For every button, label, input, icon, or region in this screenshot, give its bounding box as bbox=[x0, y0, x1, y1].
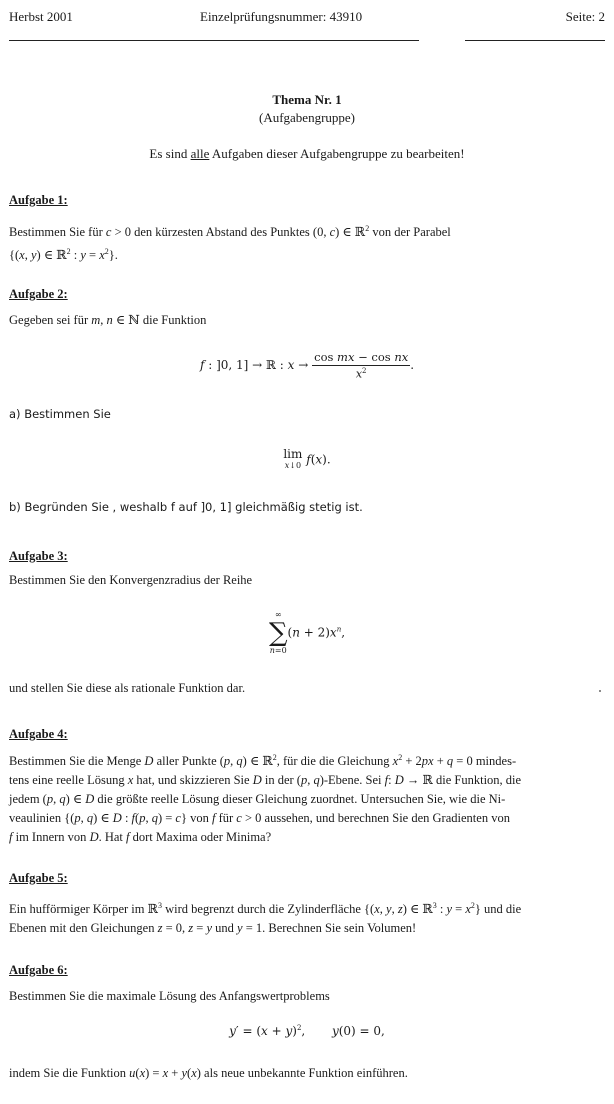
task-6-intro: Bestimmen Sie die maximale Lösung des Anfangswertproblems bbox=[9, 989, 330, 1003]
header-rule-right bbox=[465, 40, 605, 41]
task-1-heading: Aufgabe 1: bbox=[9, 193, 68, 207]
task-4-heading: Aufgabe 4: bbox=[9, 727, 68, 741]
task-3-heading: Aufgabe 3: bbox=[9, 549, 68, 563]
task-3-outro: und stellen Sie diese als rationale Funktion dar. bbox=[9, 681, 246, 695]
scan-speck bbox=[599, 690, 601, 692]
task-2-function-formula: f : ]0, 1] → ℝ : x → $\frac{\text{cos mx − cos nx}}{x^2}$ . bbox=[199, 350, 415, 381]
header-exam-number: Einzelprüfungsnummer: 43910 bbox=[200, 9, 363, 24]
header-page-number: Seite: 2 bbox=[565, 9, 605, 24]
task-2a-limit-formula: lim x↓0 f(x). bbox=[283, 447, 331, 470]
task-3-series-formula: ∞ ∑ n=0 $(n + 2)x^n$, bbox=[268, 610, 346, 655]
task-4-text: Bestimmen Sie die Menge D aller Punkte (p, q) ∈ ℝ$^2$, für die die Gleichung $x^2 + 2px + q = 0$ mindes- tens eine reelle Lösung x hat, und skizzieren Sie D in der (p, q)-Ebene. Sei f: D → ℝ die Funktion, die jedem (p, q) ∈ D die größte reelle Lösung dieser Gleichung zuordnet. Untersuchen Sie, wie die Ni- veaulinien {(p, q) ∈ D : f(p, q) = c} von f für c > 0 aussehen, und berechnen Sie den Gradienten von f im Innern von D. Hat f dort Maxima oder Minima? bbox=[9, 753, 522, 845]
task-2-intro: Gegeben sei für m, n ∈ ℕ die Funktion bbox=[9, 313, 207, 327]
task-3-intro: Bestimmen Sie den Konvergenzradius der Reihe bbox=[9, 573, 253, 587]
task-1-text: Bestimmen Sie für c > 0 den kürzesten Abstand des Punktes (0, c) ∈ ℝ$^2$ von der Parabel {(x, y) ∈ ℝ$^2$ : $y = x^2$}. bbox=[9, 224, 451, 263]
task-5-heading: Aufgabe 5: bbox=[9, 871, 68, 885]
task-6-heading: Aufgabe 6: bbox=[9, 963, 68, 977]
task-2a-label: a) Bestimmen Sie bbox=[9, 407, 111, 421]
task-6-ivp-formula: $y' = (x + y)^2$, y(0) = 0, bbox=[229, 1024, 385, 1038]
task-2b-text: b) Begründen Sie , weshalb f auf ]0, 1] gleichmäßig stetig ist. bbox=[9, 500, 363, 514]
task-6-outro: indem Sie die Funktion u(x) = x + y(x) als neue unbekannte Funktion einführen. bbox=[9, 1066, 408, 1080]
thema-instruction: Es sind alle Aufgaben dieser Aufgabengruppe zu bearbeiten! bbox=[149, 146, 465, 161]
task-2-heading: Aufgabe 2: bbox=[9, 287, 68, 301]
thema-title: Thema Nr. 1 bbox=[272, 92, 342, 107]
header-term: Herbst 2001 bbox=[9, 9, 73, 24]
header-rule-left bbox=[9, 40, 419, 41]
task-5-text: Ein hufförmiger Körper im ℝ$^3$ wird begrenzt durch die Zylinderfläche {(x, y, z) ∈ ℝ$^3$ : $y = x^2$} und die Ebenen mit den Gleichungen z = 0, z = y und y = 1. Berechnen Sie sein Volumen! bbox=[9, 901, 522, 936]
thema-subtitle: (Aufgabengruppe) bbox=[258, 110, 355, 125]
